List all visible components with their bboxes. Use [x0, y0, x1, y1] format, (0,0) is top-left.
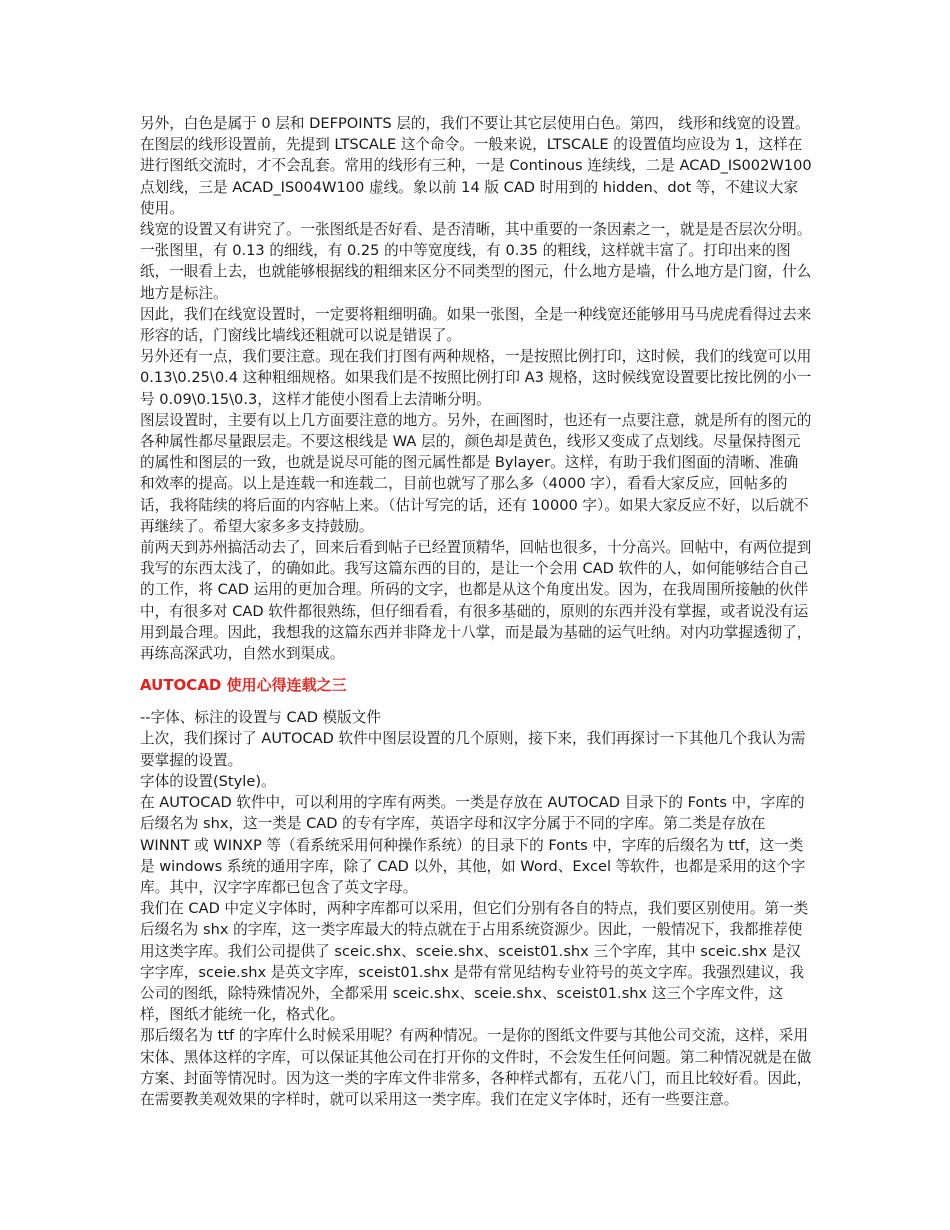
- paragraph-bylayer: 图层设置时，主要有以上几方面要注意的地方。另外，在画图时，也还有一点要注意，就是所有的图元的各种属性都尽量跟层走。不要这根线是 WA 层的，颜色却是黄色，线形又变成了点划线。尽量保持图元的属性和图层的一致，也就是说尽可能的图元属性都是 Bylayer。这样，有助于我们图面的清晰、准确和效率的提高。以上是连载一和连载二，目前也就写了那么多（4000 字），看看大家反应，回帖多的话，我将陆续的将后面的内容帖上来。（估计写完的话，还有 10000 字）。如果大家反应不好，以后就不再继续了。希望大家多多支持鼓励。: [140, 411, 812, 535]
- paragraph-linetype-settings: 在图层的线形设置前，先提到 LTSCALE 这个命令。一般来说，LTSCALE 的设置值均应设为 1，这样在进行图纸交流时，才不会乱套。常用的线形有三种，一是 Continous 连续线，二是 ACAD_IS002W100 点划线，三是 ACAD_IS004W100 虚线。象以前 14 版 CAD 时用到的 hidden、dot 等，不建议大家使用。: [140, 136, 812, 217]
- paragraph-white-color-layers: 另外，白色是属于 0 层和 DEFPOINTS 层的，我们不要让其它层使用白色。第四， 线形和线宽的设置。: [140, 115, 810, 132]
- paragraph-print-scale: 另外还有一点，我们要注意。现在我们打图有两种规格，一是按照比例打印，这时候，我们的线宽可以用 0.13\0.25\0.4 这种粗细规格。如果我们是不按照比例打印 A3 规格，这时候线宽设置要比按比例的小一号 0.09\0.15\0.3，这样才能使小图看上去清晰分明。: [140, 348, 812, 408]
- document-page: [140, 113, 812, 1110]
- paragraph-lineweight-clarity: 因此，我们在线宽设置时，一定要将粗细明确。如果一张图，全是一种线宽还能够用马马虎虎看得过去来形容的话，门窗线比墙线还粗就可以说是错误了。: [140, 305, 812, 345]
- paragraph-intro: 上次，我们探讨了 AUTOCAD 软件中图层设置的几个原则，接下来，我们再探讨一下其他几个我认为需要掌握的设置。: [140, 730, 806, 769]
- paragraph-shx-fonts: 我们在 CAD 中定义字体时，两种字库都可以采用，但它们分别有各自的特点，我们要区别使用。第一类后缀名为 shx 的字库，这一类字库最大的特点就在于占用系统资源少。因此，一般情况下，我都推荐使用这类字库。我们公司提供了 sceic.shx、sceie.shx、sceist01.shx 三个字库，其中 sceic.shx 是汉字字库，sceie.shx 是英文字库，sceist01.shx 是带有常见结构专业符号的英文字库。我强烈建议，我公司的图纸，除特殊情况外，全都采用 sceic.shx、sceie.shx、sceist01.shx 这三个字库文件，这样，图纸才能统一化，格式化。: [140, 900, 809, 1024]
- paragraph-ttf-fonts: 那后缀名为 ttf 的字库什么时候采用呢？有两种情况。一是你的图纸文件要与其他公司交流，这样，采用宋体、黑体这样的字库，可以保证其他公司在打开你的文件时，不会发生任何问题。第二种情况就是在做方案、封面等情况时。因为这一类的字库文件非常多，各种样式都有，五花八门，而且比较好看。因此，在需要教美观效果的字样时，就可以采用这一类字库。我们在定义字体时，还有一些要注意。: [140, 1027, 812, 1108]
- paragraph-subtitle: --字体、标注的设置与 CAD 模版文件: [140, 709, 381, 727]
- paragraph-font-types: 在 AUTOCAD 软件中，可以利用的字库有两类。一类是存放在 AUTOCAD 目录下的 Fonts 中，字库的后缀名为 shx，这一类是 CAD 的专有字库，英语字母和汉字分属于不同的字库。第二类是存放在 WINNT 或 WINXP 等（看系统采用何种操作系统）的目录下的 Fonts 中，字库的后缀名为 ttf，这一类是 windows 系统的通用字库，除了 CAD 以外，其他，如 Word、Excel 等软件，也都是采用的这个字库。其中，汉字字库都已包含了英文字母。: [140, 794, 806, 896]
- section-heading: AUTOCAD 使用心得连载之三: [140, 676, 347, 695]
- paragraph-style-title: 字体的设置(Style)。: [140, 772, 276, 790]
- paragraph-lineweight-settings: 线宽的设置又有讲究了。一张图纸是否好看、是否清晰，其中重要的一条因素之一，就是是否层次分明。一张图里，有 0.13 的细线，有 0.25 的中等宽度线，有 0.35 的粗线，这样就丰富了。打印出来的图纸，一眼看上去，也就能够根据线的粗细来区分不同类型的图元，什么地方是墙，什么地方是门窗，什么地方是标注。: [140, 221, 812, 302]
- paragraph-author-note: 前两天到苏州搞活动去了，回来后看到帖子已经置顶精华，回帖也很多，十分高兴。回帖中，有两位提到我写的东西太浅了，的确如此。我写这篇东西的目的，是让一个会用 CAD 软件的人，如何能够结合自己的工作，将 CAD 运用的更加合理。所码的文字，也都是从这个角度出发。因为，在我周围所接触的伙伴中，有很多对 CAD 软件都很熟练，但仔细看看，有很多基础的，原则的东西并没有掌握，或者说没有运用到最合理。因此，我想我的这篇东西并非降龙十八掌，而是最为基础的运气吐纳。对内功掌握透彻了，再练高深武功，自然水到渠成。: [140, 539, 812, 663]
